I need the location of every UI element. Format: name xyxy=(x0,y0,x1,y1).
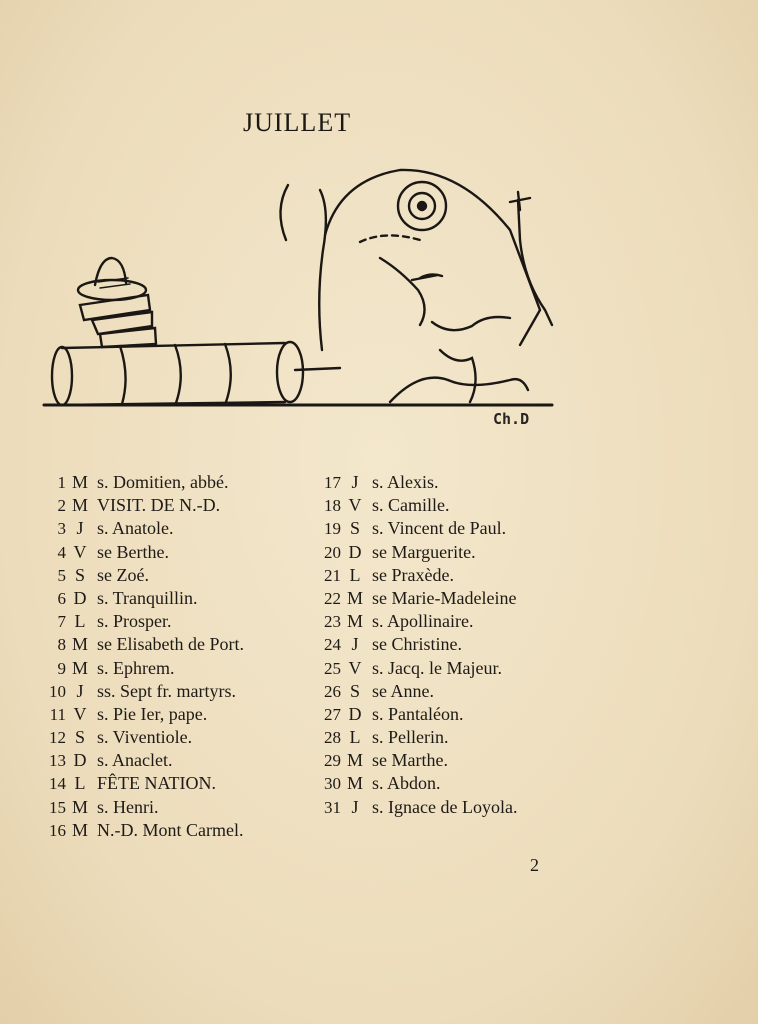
day-row: 30 M s. Abdon. xyxy=(324,773,441,794)
day-row: 26 S se Anne. xyxy=(324,680,434,701)
day-row: 6 D s. Tranquillin. xyxy=(57,587,198,608)
day-row: 18 V s. Camille. xyxy=(324,495,450,516)
day-row: 25 V s. Jacq. le Majeur. xyxy=(324,657,502,678)
day-row: 14 L FÊTE NATION. xyxy=(49,773,216,794)
day-row: 24 J se Christine. xyxy=(324,634,462,655)
day-row: 16 M N.-D. Mont Carmel. xyxy=(49,819,244,840)
day-row: 5 S se Zoé. xyxy=(57,564,149,585)
day-row: 19 S s. Vincent de Paul. xyxy=(324,518,507,539)
month-title: JUILLET xyxy=(243,108,352,137)
day-row: 23 M s. Apollinaire. xyxy=(324,611,474,632)
day-row: 31 J s. Ignace de Loyola. xyxy=(324,796,518,817)
day-row: 22 M se Marie-Madeleine xyxy=(324,587,517,608)
day-row: 4 V se Berthe. xyxy=(57,541,169,562)
days-column-right xyxy=(305,471,517,819)
day-row: 12 S s. Viventiole. xyxy=(49,727,193,748)
day-row: 13 D s. Anaclet. xyxy=(49,750,173,771)
day-row: 7 L s. Prosper. xyxy=(57,611,172,632)
day-row: 8 M se Elisabeth de Port. xyxy=(57,634,244,655)
day-row: 21 L se Praxède. xyxy=(324,564,454,585)
days-column-left xyxy=(30,471,244,842)
day-row: 27 D s. Pantaléon. xyxy=(324,703,464,724)
day-row: 3 J s. Anatole. xyxy=(57,518,174,539)
day-row: 15 M s. Henri. xyxy=(49,796,159,817)
day-row: 11 V s. Pie Ier, pape. xyxy=(49,703,208,724)
page-number: 2 xyxy=(530,855,539,875)
artist-signature: Ch.D xyxy=(493,410,530,428)
day-row: 29 M se Marthe. xyxy=(324,750,448,771)
caricature-illustration xyxy=(40,140,580,440)
day-row: 28 L s. Pellerin. xyxy=(324,727,449,748)
day-row: 2 M VISIT. DE N.-D. xyxy=(57,495,221,516)
day-row: 1 M s. Domitien, abbé. xyxy=(57,472,229,492)
day-row: 9 M s. Ephrem. xyxy=(57,657,175,678)
day-row: 10 J ss. Sept fr. martyrs. xyxy=(49,680,236,701)
day-row: 17 J s. Alexis. xyxy=(324,472,439,492)
day-row: 20 D se Marguerite. xyxy=(324,541,476,562)
